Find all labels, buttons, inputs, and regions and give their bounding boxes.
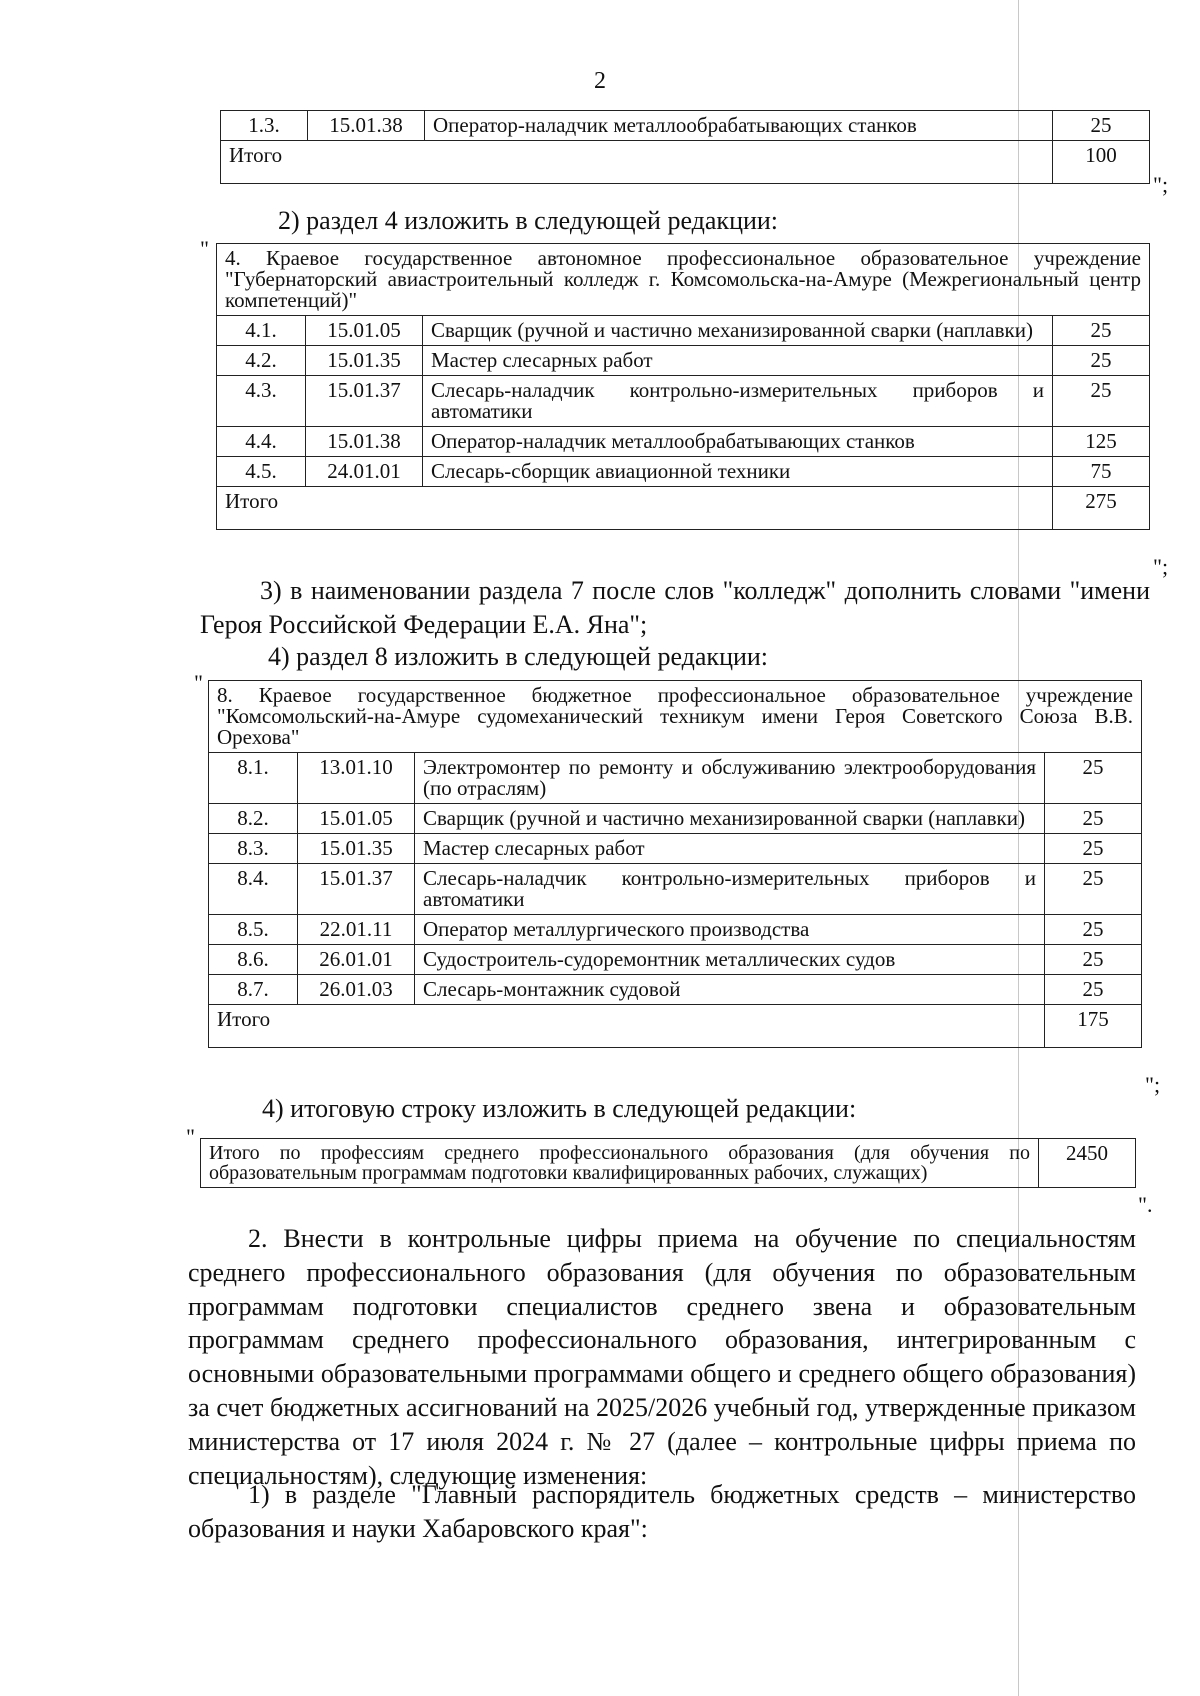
opening-quote: " xyxy=(186,1124,195,1149)
row-count: 25 xyxy=(1045,864,1142,915)
row-count: 25 xyxy=(1053,376,1150,427)
row-name: Слесарь-наладчик контрольно-измерительных приборов и автоматики xyxy=(415,864,1045,915)
opening-quote: " xyxy=(200,236,209,261)
grand-total-value: 2450 xyxy=(1039,1139,1136,1188)
row-count: 25 xyxy=(1053,111,1150,141)
row-code: 26.01.03 xyxy=(298,975,415,1005)
table-row xyxy=(209,804,1142,834)
row-code: 15.01.38 xyxy=(308,111,425,141)
table-section-1-tail xyxy=(220,110,1150,184)
total-value: 100 xyxy=(1053,141,1150,184)
table-row xyxy=(209,864,1142,915)
closing-quote: "; xyxy=(1145,1072,1161,1097)
closing-quote: "; xyxy=(1153,172,1169,197)
table-row xyxy=(217,427,1150,457)
row-count: 25 xyxy=(1045,945,1142,975)
row-count: 125 xyxy=(1053,427,1150,457)
row-name: Сварщик (ручной и частично механизированной сварки (наплавки) xyxy=(423,316,1053,346)
table-row xyxy=(217,316,1150,346)
total-row xyxy=(217,487,1150,530)
item-4a-text: 4) раздел 8 изложить в следующей редакции: xyxy=(268,642,769,671)
table-grand-total xyxy=(200,1138,1136,1188)
row-name: Оператор-наладчик металлообрабатывающих станков xyxy=(425,111,1053,141)
row-number: 4.3. xyxy=(217,376,306,427)
total-row xyxy=(221,141,1150,184)
item-1-text: 1) в разделе "Главный распорядитель бюджетных средств – министерство образования и науки Хабаровского края": xyxy=(188,1480,1136,1543)
grand-total-row xyxy=(201,1139,1136,1188)
table-row xyxy=(209,945,1142,975)
row-code: 15.01.38 xyxy=(306,427,423,457)
row-name: Слесарь-сборщик авиационной техники xyxy=(423,457,1053,487)
total-label: Итого xyxy=(221,141,1053,184)
row-code: 15.01.05 xyxy=(298,804,415,834)
page-number: 2 xyxy=(594,68,606,94)
row-number: 8.5. xyxy=(209,915,298,945)
grand-total-label: Итого по профессиям среднего профессионального образования (для обучения по образовательным программам подготовки квалифицированных рабочих, служащих) xyxy=(201,1139,1039,1188)
row-number: 8.1. xyxy=(209,753,298,804)
table-row xyxy=(209,975,1142,1005)
row-count: 25 xyxy=(1045,804,1142,834)
row-code: 26.01.01 xyxy=(298,945,415,975)
row-code: 15.01.35 xyxy=(298,834,415,864)
total-value: 175 xyxy=(1045,1005,1142,1048)
table-section-8 xyxy=(208,680,1142,1048)
row-number: 8.7. xyxy=(209,975,298,1005)
row-count: 75 xyxy=(1053,457,1150,487)
row-code: 15.01.37 xyxy=(306,376,423,427)
item-4b-text: 4) итоговую строку изложить в следующей редакции: xyxy=(262,1094,857,1123)
row-name: Сварщик (ручной и частично механизированной сварки (наплавки) xyxy=(415,804,1045,834)
row-code: 15.01.35 xyxy=(306,346,423,376)
row-number: 8.3. xyxy=(209,834,298,864)
table-row xyxy=(209,915,1142,945)
row-name: Мастер слесарных работ xyxy=(423,346,1053,376)
total-label: Итого xyxy=(217,487,1053,530)
total-value: 275 xyxy=(1053,487,1150,530)
row-code: 15.01.37 xyxy=(298,864,415,915)
row-count: 25 xyxy=(1045,915,1142,945)
table-row xyxy=(209,834,1142,864)
total-label: Итого xyxy=(209,1005,1045,1048)
row-name: Слесарь-монтажник судовой xyxy=(415,975,1045,1005)
row-number: 8.6. xyxy=(209,945,298,975)
closing-quote: ". xyxy=(1138,1192,1153,1217)
row-name: Оператор металлургического производства xyxy=(415,915,1045,945)
table-row xyxy=(217,457,1150,487)
table-row xyxy=(217,346,1150,376)
row-count: 25 xyxy=(1045,975,1142,1005)
row-count: 25 xyxy=(1045,753,1142,804)
row-code: 13.01.10 xyxy=(298,753,415,804)
item-3-text: 3) в наименовании раздела 7 после слов "колледж" дополнить словами "имени Героя Российской Федерации Е.А. Яна"; xyxy=(200,576,1150,639)
section-4-heading: 4. Краевое государственное автономное профессиональное образовательное учреждение "Губернаторский авиастроительный колледж г. Комсомольска-на-Амуре (Межрегиональный центр компетенций)" xyxy=(217,244,1150,316)
row-name: Мастер слесарных работ xyxy=(415,834,1045,864)
row-number: 8.2. xyxy=(209,804,298,834)
row-count: 25 xyxy=(1045,834,1142,864)
row-number: 1.3. xyxy=(221,111,308,141)
section-8-heading: 8. Краевое государственное бюджетное профессиональное образовательное учреждение "Комсомольский-на-Амуре судомеханический техникум имени Героя Советского Союза В.В. Орехова" xyxy=(209,681,1142,753)
row-number: 4.5. xyxy=(217,457,306,487)
row-code: 24.01.01 xyxy=(306,457,423,487)
closing-quote: "; xyxy=(1153,554,1169,579)
row-number: 8.4. xyxy=(209,864,298,915)
row-name: Слесарь-наладчик контрольно-измерительных приборов и автоматики xyxy=(423,376,1053,427)
row-count: 25 xyxy=(1053,346,1150,376)
table-section-4 xyxy=(216,243,1150,530)
table-row xyxy=(209,753,1142,804)
item-2-text: 2) раздел 4 изложить в следующей редакции: xyxy=(278,206,779,235)
row-count: 25 xyxy=(1053,316,1150,346)
row-name: Судостроитель-судоремонтник металлических судов xyxy=(415,945,1045,975)
row-number: 4.4. xyxy=(217,427,306,457)
paragraph-2: 2. Внести в контрольные цифры приема на обучение по специальностям среднего профессионального образования (для обучения по образовательным программам подготовки специалистов среднего звена и образовательным программам среднего профессионального образования, интегрированным с основными образовательными программами общего и среднего общего образования) за счет бюджетных ассигнований на 2025/2026 учебный год, утвержденные приказом министерства от 17 июля 2024 г. № 27 (далее – контрольные цифры приема по специальностям), следующие изменения: xyxy=(188,1224,1136,1490)
row-name: Электромонтер по ремонту и обслуживанию электрооборудования (по отраслям) xyxy=(415,753,1045,804)
row-number: 4.2. xyxy=(217,346,306,376)
total-row xyxy=(209,1005,1142,1048)
row-number: 4.1. xyxy=(217,316,306,346)
table-row xyxy=(217,376,1150,427)
row-code: 22.01.11 xyxy=(298,915,415,945)
row-code: 15.01.05 xyxy=(306,316,423,346)
table-row xyxy=(221,111,1150,141)
opening-quote: " xyxy=(194,670,203,695)
section-heading-row xyxy=(209,681,1142,753)
section-heading-row xyxy=(217,244,1150,316)
row-name: Оператор-наладчик металлообрабатывающих станков xyxy=(423,427,1053,457)
